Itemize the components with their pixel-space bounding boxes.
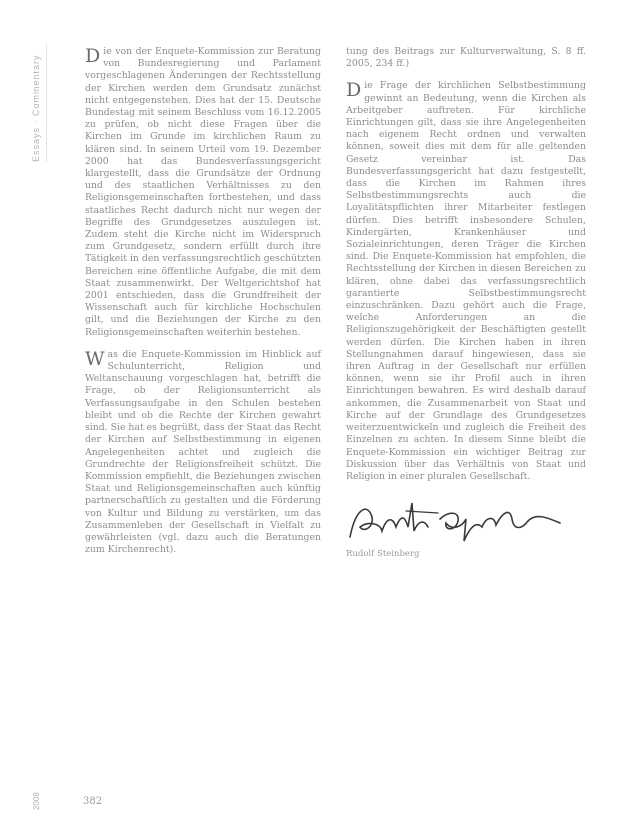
dropcap: W: [85, 347, 105, 370]
left-paragraph-1: [85, 46, 321, 339]
running-head-rule: [46, 44, 47, 162]
left-paragraph-2: [85, 349, 321, 556]
left-column: [85, 46, 321, 566]
paragraph-text: ie Frage der kirchlichen Selbstbestimmung gewinnt an Bedeutung, wenn die Kirchen als Arbeitgeber auftreten. Für kirchliche Einrichtungen gilt, dass sie ihre Angelegenheiten nach eigenem Recht ordnen und verwalten können, soweit dies mit dem für alle geltenden Gesetz vereinbar ist. Das Bundesverfassungsgericht hat dazu festgestellt, dass die Kirchen im Rahmen ihres Selbstbestimmungsrechts auch die Loyalitätspflichten ihrer Mitarbeiter festlegen dürfen. Dies betrifft insbesondere Schulen, Kindergärten, Krankenhäuser und Sozialeinrichtungen, deren Träger die Kirchen sind. Die Enquete-Kommission hat empfohlen, die Rechtsstellung der Kirchen in diesen Bereichen zu klären, ohne dabei das verfassungsrechtlich garantierte Selbstbestimmungsrecht einzuschränken. Dazu gehört auch die Frage, welche Anforderungen an die Religionszugehörigkeit der Beschäftigten gestellt werden dürfen. Die Kirchen haben in ihren Stellungnahmen darauf hingewiesen, dass sie ihren Auftrag in der Gesellschaft nur erfüllen können, wenn sie ihr Profil auch in ihren Einrichtungen bewahren. Es wird deshalb darauf ankommen, die Zusammenarbeit von Staat und Kirche auf der Grundlage des Grundgesetzes weiterzuentwickeln und zugleich die Freiheit des Einzelnen zu achten. In diesem Sinne bleibt die Enquete-Kommission ein wichtiger Beitrag zur Diskussion über das Verhältnis von Staat und Religion in einer pluralen Gesellschaft.: [346, 80, 586, 482]
right-column: [346, 46, 586, 493]
running-head: Essays · Commentary: [31, 54, 41, 162]
footer-mark: 2008: [32, 792, 41, 810]
paragraph-text: as die Enquete-Kommission im Hinblick auf Schulunterricht, Religion und Weltanschauung vorgeschlagen hat, betrifft die Frage, ob der Religionsunterricht als Verfassungsaufgabe in den Schulen bestehen bleibt und ob die Rechte der Kirchen gewahrt sind. Sie hat es begrüßt, dass der Staat das Recht der Kirchen auf Selbstbestimmung in eigenen Angelegenheiten achtet und zugleich die Grundrechte der Religionsfreiheit schützt. Die Kommission empfiehlt, die Beziehungen zwischen Staat und Religionsgemeinschaften auch künftig partnerschaftlich zu gestalten und die Förderung von Kultur und Bildung zu verstärken, um das Zusammenleben der Gesellschaft in Vielfalt zu gewährleisten (vgl. dazu auch die Beratungen zum Kirchenrecht).: [85, 348, 321, 556]
handwritten-signature: [346, 497, 566, 547]
paragraph-text: ie von der Enquete-Kommission zur Beratung von Bundesregierung und Parlament vorgeschlagenen Änderungen der Rechtsstellung der Kirchen werden dem Grundsatz zunächst nicht entgegenstehen. Dies hat der 15. Deutsche Bundestag mit seinem Beschluss vom 16.12.2005 zu prüfen, ob nicht diese Fragen über die Kirchen im Grunde im kirchlichen Raum zu klären sind. In seinem Urteil vom 19. Dezember 2000 hat das Bundesverfassungsgericht klargestellt, dass die Grundsätze der Ordnung und des staatlichen Verhältnisses zu den Religionsgemeinschaften fortbestehen, und dass staatliches Recht dadurch nicht nur wegen der Begriffe des Grundgesetzes auszulegen ist. Zudem steht die Kirche nicht im Widerspruch zum Grundgesetz, sondern erfüllt durch ihre Tätigkeit in den verfassungsrechtlich geschützten Bereichen eine öffentliche Aufgabe, die mit dem Staat zusammenwirkt. Der Weltgerichtshof hat 2001 entschieden, dass die Grundfreiheit der Wissenschaft auch für kirchliche Hochschulen gilt, und die Beziehungen der Kirche zu den Religionsgemeinschaften weiterhin bestehen.: [85, 46, 321, 338]
page-number: 382: [83, 796, 103, 807]
dropcap: D: [85, 45, 101, 67]
right-paragraph-2: [346, 80, 586, 483]
signature-name: Rudolf Steinberg: [346, 549, 420, 559]
dropcap: D: [346, 79, 362, 102]
signature-icon: [346, 497, 566, 547]
right-paragraph-1: tung des Beitrags zur Kulturverwaltung, S. 8 ff. 2005, 234 ff.): [346, 46, 586, 70]
